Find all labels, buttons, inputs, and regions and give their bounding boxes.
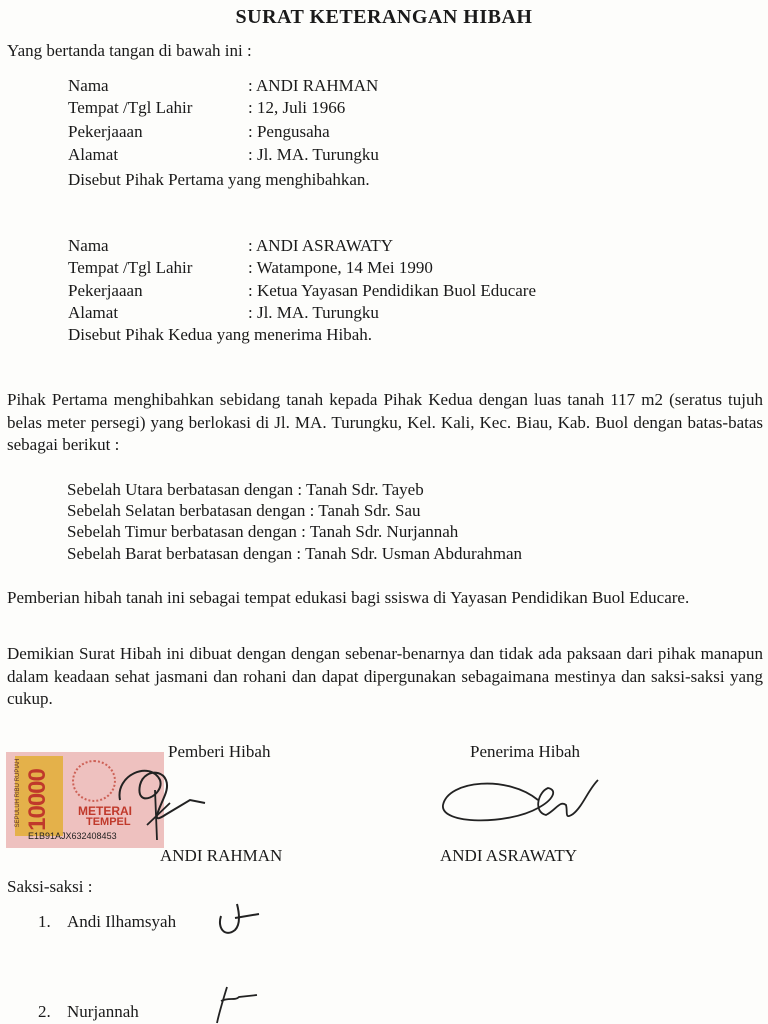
party2-value-birth: : Watampone, 14 Mei 1990 xyxy=(248,258,433,277)
party1-label-name: Nama xyxy=(68,76,109,95)
giver-signature xyxy=(95,755,215,845)
party2-label-address: Alamat xyxy=(68,303,119,322)
party1-value-name: : ANDI RAHMAN xyxy=(248,76,379,95)
boundary-east: Sebelah Timur berbatasan dengan : Tanah Sdr. Nurjannah xyxy=(67,522,459,541)
party1-label-job: Pekerjaaan xyxy=(68,122,143,141)
party2-closing: Disebut Pihak Kedua yang menerima Hibah. xyxy=(68,325,373,344)
party2-label-birth: Tempat /Tgl Lahir xyxy=(68,258,193,277)
closing-paragraph: Demikian Surat Hibah ini dibuat dengan dengan sebenar-benarnya dan tidak ada paksaan dari pihak manapun dalam keadaan sehat jasmani dan rohani dan dapat dipergunakan sebagaimana mestinya dan saksi-saksi yang cukup. xyxy=(7,644,763,708)
receiver-signature xyxy=(438,770,608,840)
witnesses-heading: Saksi-saksi : xyxy=(7,877,93,896)
party1-value-address: : Jl. MA. Turungku xyxy=(248,145,379,164)
purpose-paragraph: Pemberian hibah tanah ini sebagai tempat edukasi bagi ssiswa di Yayasan Pendidikan Buol Educare. xyxy=(7,588,690,607)
giver-heading: Pemberi Hibah xyxy=(168,742,271,761)
stamp-label-line1: METERAI xyxy=(78,804,132,818)
party1-value-birth: : 12, Juli 1966 xyxy=(248,98,346,117)
witness-name: Nurjannah xyxy=(67,1002,139,1021)
witness-number: 1. xyxy=(38,912,51,931)
party2-label-name: Nama xyxy=(68,236,109,255)
party2-value-job: : Ketua Yayasan Pendidikan Buol Educare xyxy=(248,281,536,300)
receiver-heading: Penerima Hibah xyxy=(470,742,580,761)
body-paragraph: Pihak Pertama menghibahkan sebidang tanah kepada Pihak Kedua dengan luas tanah 117 m2 (seratus tujuh belas meter persegi) yang berlokasi di Jl. MA. Turungku, Kel. Kali, Kec. Biau, Kab. Buol dengan batas-batas sebagai berikut : xyxy=(7,390,763,454)
witness1-signature xyxy=(215,898,265,943)
stamp-value: 10000 xyxy=(24,769,51,831)
giver-name: ANDI RAHMAN xyxy=(160,846,283,865)
receiver-name: ANDI ASRAWATY xyxy=(440,846,578,865)
boundary-north: Sebelah Utara berbatasan dengan : Tanah Sdr. Tayeb xyxy=(67,480,424,499)
party2-value-name: : ANDI ASRAWATY xyxy=(248,236,394,255)
stamp-side-text: SEPULUH RIBU RUPIAH xyxy=(15,758,21,828)
party2-value-address: : Jl. MA. Turungku xyxy=(248,303,379,322)
party1-label-birth: Tempat /Tgl Lahir xyxy=(68,98,193,117)
party1-value-job: : Pengusaha xyxy=(248,122,330,141)
party1-label-address: Alamat xyxy=(68,145,119,164)
party2-label-job: Pekerjaaan xyxy=(68,281,143,300)
stamp-serial: E1B91AJX632408453 xyxy=(28,831,117,841)
boundary-west: Sebelah Barat berbatasan dengan : Tanah Sdr. Usman Abdurahman xyxy=(67,544,523,563)
intro-text: Yang bertanda tangan di bawah ini : xyxy=(7,41,252,60)
boundary-south: Sebelah Selatan berbatasan dengan : Tanah Sdr. Sau xyxy=(67,501,421,520)
party1-closing: Disebut Pihak Pertama yang menghibahkan. xyxy=(68,170,370,189)
witness2-signature xyxy=(205,985,265,1024)
witness-number: 2. xyxy=(38,1002,51,1021)
document-title: SURAT KETERANGAN HIBAH xyxy=(235,6,533,28)
witness-name: Andi Ilhamsyah xyxy=(67,912,177,931)
stamp-label-line2: TEMPEL xyxy=(86,816,131,828)
